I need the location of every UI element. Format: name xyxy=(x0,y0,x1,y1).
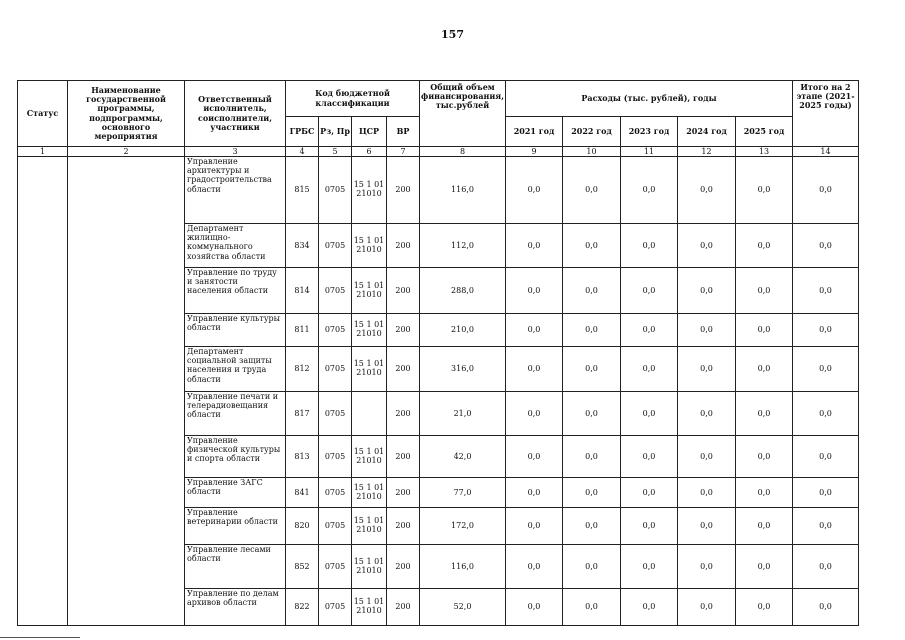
csr-cell xyxy=(352,392,387,436)
page-number: 157 xyxy=(441,28,464,41)
column-number: 9 xyxy=(506,147,563,157)
header-2021: 2021 год xyxy=(506,117,563,147)
vr-cell: 200 xyxy=(387,392,420,436)
rzpr-cell: 0705 xyxy=(319,314,352,347)
y2022-cell: 0,0 xyxy=(563,545,621,589)
column-number-row xyxy=(18,147,859,157)
csr-cell xyxy=(352,545,387,589)
y2022-cell: 0,0 xyxy=(563,392,621,436)
csr-part1: 15 1 01 xyxy=(353,482,385,492)
sum-cell: 0,0 xyxy=(793,224,859,268)
y2023-cell: 0,0 xyxy=(621,436,678,478)
y2021-cell: 0,0 xyxy=(506,347,563,392)
y2024-cell: 0,0 xyxy=(678,589,736,626)
csr-part2: 21010 xyxy=(356,491,382,501)
y2021-cell: 0,0 xyxy=(506,436,563,478)
y2024-cell: 0,0 xyxy=(678,157,736,224)
y2023-cell: 0,0 xyxy=(621,589,678,626)
header-2023: 2023 год xyxy=(621,117,678,147)
y2021-cell: 0,0 xyxy=(506,508,563,545)
y2024-cell: 0,0 xyxy=(678,224,736,268)
total-cell: 77,0 xyxy=(420,478,506,508)
vr-cell: 200 xyxy=(387,508,420,545)
grbs-cell: 815 xyxy=(286,157,319,224)
header-total-financing: Общий объем финансирования, тыс.рублей xyxy=(420,81,506,147)
vr-cell: 200 xyxy=(387,347,420,392)
column-number: 2 xyxy=(68,147,185,157)
csr-part1: 15 1 01 xyxy=(353,359,385,369)
y2025-cell: 0,0 xyxy=(736,157,793,224)
y2023-cell: 0,0 xyxy=(621,314,678,347)
y2025-cell: 0,0 xyxy=(736,478,793,508)
executor-cell: Управление по труду и занятости населения области xyxy=(185,268,286,314)
y2022-cell: 0,0 xyxy=(563,157,621,224)
total-cell: 52,0 xyxy=(420,589,506,626)
column-number: 4 xyxy=(286,147,319,157)
executor-cell: Управление по делам архивов области xyxy=(185,589,286,626)
y2025-cell: 0,0 xyxy=(736,589,793,626)
y2022-cell: 0,0 xyxy=(563,347,621,392)
executor-cell: Департамент жилищно-коммунального хозяйства области xyxy=(185,224,286,268)
vr-cell: 200 xyxy=(387,314,420,347)
grbs-cell: 813 xyxy=(286,436,319,478)
csr-cell xyxy=(352,478,387,508)
csr-part2: 21010 xyxy=(356,244,382,254)
csr-part2: 21010 xyxy=(356,368,382,377)
sum-cell: 0,0 xyxy=(793,268,859,314)
csr-part1: 15 1 01 xyxy=(353,516,385,526)
y2025-cell: 0,0 xyxy=(736,268,793,314)
y2024-cell: 0,0 xyxy=(678,508,736,545)
vr-cell: 200 xyxy=(387,268,420,314)
header-expenses: Расходы (тыс. рублей), годы xyxy=(506,81,793,117)
y2021-cell: 0,0 xyxy=(506,157,563,224)
executor-cell: Управление культуры области xyxy=(185,314,286,347)
grbs-cell: 811 xyxy=(286,314,319,347)
y2021-cell: 0,0 xyxy=(506,545,563,589)
y2023-cell: 0,0 xyxy=(621,157,678,224)
csr-part1: 15 1 01 xyxy=(353,235,385,245)
header-2025: 2025 год xyxy=(736,117,793,147)
csr-part2: 21010 xyxy=(356,606,382,615)
grbs-cell: 822 xyxy=(286,589,319,626)
y2025-cell: 0,0 xyxy=(736,436,793,478)
column-number: 8 xyxy=(420,147,506,157)
y2025-cell: 0,0 xyxy=(736,392,793,436)
executor-cell: Управление печати и телерадиовещания области xyxy=(185,392,286,436)
header-csr: ЦСР xyxy=(352,117,387,147)
vr-cell: 200 xyxy=(387,224,420,268)
csr-cell xyxy=(352,508,387,545)
csr-cell xyxy=(352,436,387,478)
total-cell: 116,0 xyxy=(420,157,506,224)
rzpr-cell: 0705 xyxy=(319,436,352,478)
vr-cell: 200 xyxy=(387,545,420,589)
csr-cell xyxy=(352,268,387,314)
rzpr-cell: 0705 xyxy=(319,347,352,392)
y2025-cell: 0,0 xyxy=(736,224,793,268)
program-name-cell xyxy=(68,157,185,626)
header-program-name: Наименование государственной программы, подпрограммы, основного мероприятия xyxy=(68,81,185,147)
column-number: 14 xyxy=(793,147,859,157)
table-body xyxy=(18,147,859,626)
y2022-cell: 0,0 xyxy=(563,314,621,347)
y2022-cell: 0,0 xyxy=(563,478,621,508)
y2025-cell: 0,0 xyxy=(736,314,793,347)
column-number: 5 xyxy=(319,147,352,157)
csr-part1: 15 1 01 xyxy=(353,180,385,190)
csr-part2: 21010 xyxy=(356,289,382,299)
rzpr-cell: 0705 xyxy=(319,478,352,508)
grbs-cell: 817 xyxy=(286,392,319,436)
sum-cell: 0,0 xyxy=(793,478,859,508)
y2024-cell: 0,0 xyxy=(678,545,736,589)
column-number: 1 xyxy=(18,147,68,157)
rzpr-cell: 0705 xyxy=(319,545,352,589)
csr-part2: 21010 xyxy=(356,525,382,534)
csr-cell xyxy=(352,347,387,392)
y2023-cell: 0,0 xyxy=(621,392,678,436)
header-2024: 2024 год xyxy=(678,117,736,147)
y2021-cell: 0,0 xyxy=(506,224,563,268)
rzpr-cell: 0705 xyxy=(319,508,352,545)
y2024-cell: 0,0 xyxy=(678,314,736,347)
grbs-cell: 841 xyxy=(286,478,319,508)
csr-cell xyxy=(352,589,387,626)
total-cell: 288,0 xyxy=(420,268,506,314)
rzpr-cell: 0705 xyxy=(319,157,352,224)
csr-cell xyxy=(352,157,387,224)
column-number: 11 xyxy=(621,147,678,157)
y2023-cell: 0,0 xyxy=(621,268,678,314)
rzpr-cell: 0705 xyxy=(319,589,352,626)
rzpr-cell: 0705 xyxy=(319,392,352,436)
scan-edge-line xyxy=(0,637,80,638)
executor-cell: Управление лесами области xyxy=(185,545,286,589)
executor-cell: Департамент социальной защиты населения и труда области xyxy=(185,347,286,392)
total-cell: 42,0 xyxy=(420,436,506,478)
status-cell xyxy=(18,157,68,626)
csr-part2: 21010 xyxy=(356,455,382,465)
sum-cell: 0,0 xyxy=(793,589,859,626)
csr-cell xyxy=(352,314,387,347)
column-number: 10 xyxy=(563,147,621,157)
csr-part2: 21010 xyxy=(356,329,382,338)
y2021-cell: 0,0 xyxy=(506,314,563,347)
sum-cell: 0,0 xyxy=(793,545,859,589)
y2024-cell: 0,0 xyxy=(678,347,736,392)
sum-cell: 0,0 xyxy=(793,347,859,392)
grbs-cell: 834 xyxy=(286,224,319,268)
header-vr: ВР xyxy=(387,117,420,147)
column-number: 12 xyxy=(678,147,736,157)
y2021-cell: 0,0 xyxy=(506,392,563,436)
y2023-cell: 0,0 xyxy=(621,347,678,392)
header-executor: Ответственный исполнитель, соисполнители, участники xyxy=(185,81,286,147)
y2024-cell: 0,0 xyxy=(678,268,736,314)
executor-cell: Управление ЗАГС области xyxy=(185,478,286,508)
total-cell: 210,0 xyxy=(420,314,506,347)
executor-cell: Управление физической культуры и спорта области xyxy=(185,436,286,478)
total-cell: 172,0 xyxy=(420,508,506,545)
column-number: 6 xyxy=(352,147,387,157)
sum-cell: 0,0 xyxy=(793,436,859,478)
header-total-stage2: Итого на 2 этапе (2021-2025 годы) xyxy=(793,81,859,147)
y2025-cell: 0,0 xyxy=(736,347,793,392)
sum-cell: 0,0 xyxy=(793,314,859,347)
y2022-cell: 0,0 xyxy=(563,436,621,478)
sum-cell: 0,0 xyxy=(793,508,859,545)
csr-part1: 15 1 01 xyxy=(353,446,385,456)
y2023-cell: 0,0 xyxy=(621,508,678,545)
y2021-cell: 0,0 xyxy=(506,268,563,314)
grbs-cell: 820 xyxy=(286,508,319,545)
y2023-cell: 0,0 xyxy=(621,224,678,268)
total-cell: 112,0 xyxy=(420,224,506,268)
y2022-cell: 0,0 xyxy=(563,224,621,268)
y2023-cell: 0,0 xyxy=(621,478,678,508)
y2022-cell: 0,0 xyxy=(563,268,621,314)
header-grbs: ГРБС xyxy=(286,117,319,147)
header-2022: 2022 год xyxy=(563,117,621,147)
vr-cell: 200 xyxy=(387,478,420,508)
y2025-cell: 0,0 xyxy=(736,508,793,545)
total-cell: 316,0 xyxy=(420,347,506,392)
total-cell: 21,0 xyxy=(420,392,506,436)
rzpr-cell: 0705 xyxy=(319,268,352,314)
y2023-cell: 0,0 xyxy=(621,545,678,589)
csr-part2: 21010 xyxy=(356,565,382,575)
executor-cell: Управление архитектуры и градостроительства области xyxy=(185,157,286,224)
y2025-cell: 0,0 xyxy=(736,545,793,589)
grbs-cell: 852 xyxy=(286,545,319,589)
sum-cell: 0,0 xyxy=(793,157,859,224)
y2022-cell: 0,0 xyxy=(563,508,621,545)
column-number: 13 xyxy=(736,147,793,157)
csr-part1: 15 1 01 xyxy=(353,320,385,330)
csr-part1: 15 1 01 xyxy=(353,597,385,607)
budget-table xyxy=(17,80,859,626)
grbs-cell: 814 xyxy=(286,268,319,314)
csr-part1: 15 1 01 xyxy=(353,280,385,290)
y2021-cell: 0,0 xyxy=(506,589,563,626)
sum-cell: 0,0 xyxy=(793,392,859,436)
y2024-cell: 0,0 xyxy=(678,392,736,436)
column-number: 7 xyxy=(387,147,420,157)
header-status: Статус xyxy=(18,81,68,147)
rzpr-cell: 0705 xyxy=(319,224,352,268)
vr-cell: 200 xyxy=(387,157,420,224)
y2024-cell: 0,0 xyxy=(678,436,736,478)
vr-cell: 200 xyxy=(387,436,420,478)
y2022-cell: 0,0 xyxy=(563,589,621,626)
header-rzpr: Рз, Пр xyxy=(319,117,352,147)
grbs-cell: 812 xyxy=(286,347,319,392)
csr-part1: 15 1 01 xyxy=(353,556,385,566)
header-budget-code: Код бюджетной классификации xyxy=(286,81,420,117)
column-number: 3 xyxy=(185,147,286,157)
csr-part2: 21010 xyxy=(356,189,382,198)
csr-cell xyxy=(352,224,387,268)
table-row xyxy=(18,157,859,224)
y2021-cell: 0,0 xyxy=(506,478,563,508)
y2024-cell: 0,0 xyxy=(678,478,736,508)
total-cell: 116,0 xyxy=(420,545,506,589)
executor-cell: Управление ветеринарии области xyxy=(185,508,286,545)
vr-cell: 200 xyxy=(387,589,420,626)
